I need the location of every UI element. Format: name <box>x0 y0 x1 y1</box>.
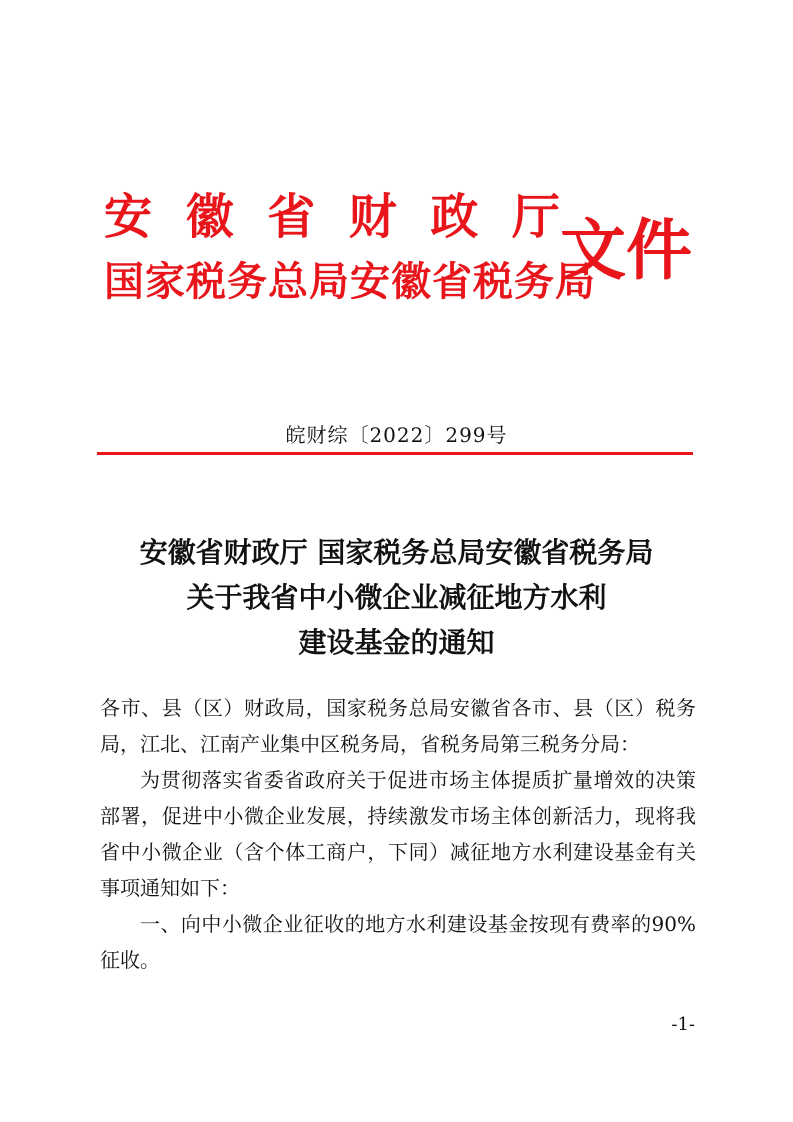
masthead-char: 厅 <box>511 189 560 245</box>
addressee-paragraph: 各市、县（区）财政局，国家税务总局安徽省各市、县（区）税务局，江北、江南产业集中区税务局，省税务局第三税务分局： <box>100 696 696 756</box>
title-line-3: 建设基金的通知 <box>298 626 495 659</box>
item-one-paragraph: 一、向中小微企业征收的地方水利建设基金按现有费率的90%征收。 <box>100 912 696 972</box>
masthead-char: 徽 <box>185 189 234 245</box>
masthead-issuer-1 <box>104 185 560 249</box>
masthead-char: 财 <box>348 189 397 245</box>
document-title <box>0 530 793 665</box>
title-line-1: 安徽省财政厅 国家税务总局安徽省税务局 <box>139 536 654 569</box>
intro-paragraph: 为贯彻落实省委省政府关于促进市场主体提质扩量增效的决策部署，促进中小微企业发展，持续激发市场主体创新活力，现将我省中小微企业（含个体工商户，下同）减征地方水利建设基金有关事项通知如下： <box>100 768 696 900</box>
document-number: 皖财综〔2022〕299号 <box>285 423 508 447</box>
masthead-char: 政 <box>430 189 479 245</box>
red-divider <box>97 452 693 455</box>
page-number: -1- <box>671 1014 695 1035</box>
masthead-issuer-2: 国家税务总局安徽省税务局 <box>104 258 596 305</box>
document-body <box>100 690 696 978</box>
masthead-char: 省 <box>267 189 316 245</box>
masthead-document-label: 文件 <box>560 211 692 289</box>
title-line-2: 关于我省中小微企业减征地方水利 <box>186 581 607 614</box>
masthead-char: 安 <box>104 189 153 245</box>
